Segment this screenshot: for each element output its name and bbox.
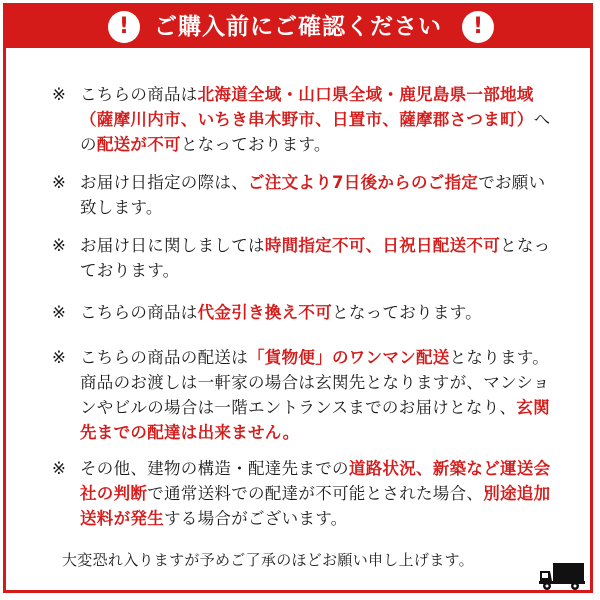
notice-item — [52, 456, 552, 531]
notice-mark: ※ — [52, 236, 67, 255]
notice-text — [80, 345, 552, 445]
notice-text — [80, 300, 552, 325]
closing-message: 大変恐れ入りますが予めご了承のほどお願い申し上げます。 — [62, 551, 474, 569]
notice-text — [80, 233, 552, 283]
notice-text-segment: となっております。 — [80, 236, 551, 280]
notice-text-segment: への — [80, 110, 551, 154]
notice-text-segment: で通常送料での配達が不可能とされた場合、 — [147, 484, 484, 503]
notice-highlight: 代金引き換え不可 — [197, 303, 333, 322]
notice-highlight: ご注文より7日後からのご指定 — [248, 173, 479, 192]
notice-highlight: 「貨物便」のワンマン配送 — [248, 348, 450, 367]
notice-highlight: 別途追加送料が発生 — [80, 484, 551, 528]
notice-text-segment: こちらの商品の配送は — [80, 348, 248, 367]
notice-item — [52, 300, 552, 325]
notice-text-segment: その他、建物の構造・配達先までの — [80, 459, 349, 478]
notice-highlight: 時間指定不可、日祝日配送不可 — [264, 236, 501, 255]
notice-text-segment: こちらの商品は — [80, 303, 198, 322]
notice-mark: ※ — [52, 348, 67, 367]
notice-text-segment: こちらの商品は — [80, 85, 198, 104]
notice-mark: ※ — [52, 85, 67, 104]
notice-item — [52, 233, 552, 283]
notice-mark: ※ — [52, 303, 67, 322]
notice-item — [52, 82, 552, 157]
header-banner — [6, 6, 590, 48]
notice-text — [80, 456, 552, 531]
notice-text-segment: お届け日に関しましては — [80, 236, 265, 255]
notice-highlight: 玄関先までの配達は出来ません。 — [80, 398, 550, 442]
notice-text-segment: となっております。 — [332, 303, 482, 322]
notice-item — [52, 345, 552, 445]
notice-text-segment: となります。商品のお渡しは一軒家の場合は玄関先となりますが、マンションやビルの場合は一階エントランスまでのお届けとなり、 — [80, 348, 550, 417]
page-title: ご購入前にご確認ください — [154, 14, 442, 40]
notice-text-segment: でお願い致します。 — [80, 173, 546, 217]
notice-text-segment: する場合がございます。 — [164, 509, 348, 528]
notice-text-segment: となっております。 — [180, 135, 331, 154]
notice-highlight: 道路状況、新築など運送会社の判断 — [80, 459, 551, 503]
notice-mark: ※ — [52, 173, 67, 192]
notice-text-segment: お届け日指定の際は、 — [80, 173, 248, 192]
notice-text — [80, 170, 552, 220]
notice-text — [80, 82, 552, 157]
alert-icon: ! — [108, 11, 140, 43]
notice-highlight: 配送が不可 — [96, 135, 181, 154]
truck-icon — [538, 561, 586, 591]
notice-highlight: 北海道全域・山口県全域・鹿児島県一部地域（薩摩川内市、いちき串木野市、日置市、薩摩郡さつま町） — [80, 85, 534, 129]
notice-mark: ※ — [52, 459, 67, 478]
notice-item — [52, 170, 552, 220]
alert-icon: ! — [462, 11, 494, 43]
